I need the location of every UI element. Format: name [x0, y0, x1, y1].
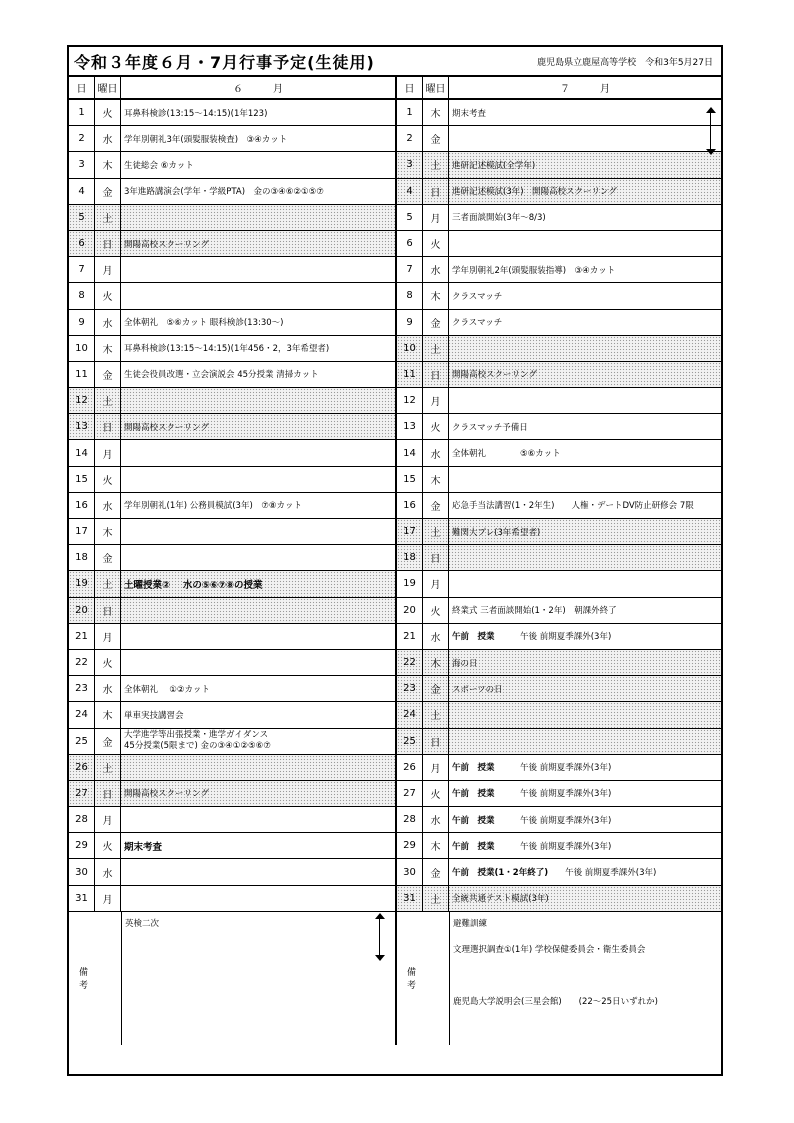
table-row [69, 205, 395, 231]
event-cell: 土曜授業② 水の⑤⑥⑦⑧の授業 [124, 579, 263, 591]
event-cell [121, 388, 395, 413]
day-cell: 19 [397, 571, 423, 596]
event-cell: 耳鼻科検診(13:15～14:15)(1年123) [124, 108, 268, 119]
event-cell: クラスマッチ [452, 318, 503, 329]
table-row [397, 414, 721, 440]
day-cell: 17 [69, 519, 95, 544]
weekday-cell: 火 [95, 650, 121, 675]
weekday-cell: 水 [95, 310, 121, 335]
table-row [69, 283, 395, 309]
table-row [69, 519, 395, 545]
event-cell [449, 336, 721, 361]
table-row [69, 650, 395, 676]
event-cell [449, 702, 721, 727]
event-cell: 大学進学等出張授業・進学ガイダンス 45分授業(5限まで) 金の③④①②⑤⑥⑦ [124, 730, 271, 752]
day-cell: 22 [69, 650, 95, 675]
table-row [69, 833, 395, 859]
table-row [69, 152, 395, 178]
event-cell: 全体朝礼 ⑤⑥カット [452, 449, 561, 460]
weekday-cell: 水 [95, 126, 121, 151]
event-cell [449, 755, 721, 780]
event-cell: 開陽高校スクーリング [452, 370, 537, 381]
event-cell [121, 283, 395, 308]
event-cell: 応急手当法講習(1・2年生) 人権・デートDV防止研修会 7限 [452, 501, 694, 512]
day-cell: 7 [69, 257, 95, 282]
table-row [397, 676, 721, 702]
table-row [69, 362, 395, 388]
event-cell: 全体朝礼 ⑤⑥カット 眼科検診(13:30～) [124, 318, 284, 329]
event-bold-part: 午前 授業 [452, 632, 495, 643]
table-row [69, 336, 395, 362]
weekday-cell: 木 [423, 283, 449, 308]
weekday-cell: 金 [95, 545, 121, 570]
event-cell: 期末考査 [452, 108, 487, 119]
weekday-cell: 水 [423, 257, 449, 282]
day-cell: 28 [397, 807, 423, 832]
event-cell: 学年別朝礼3年(頭髪服装検査) ③④カット [124, 134, 288, 145]
weekday-cell: 火 [95, 833, 121, 858]
event-cell: クラスマッチ予備日 [452, 422, 528, 433]
day-cell: 12 [69, 388, 95, 413]
table-row [397, 388, 721, 414]
table-row [397, 886, 721, 912]
weekday-cell: 土 [423, 519, 449, 544]
table-row [69, 702, 395, 728]
event-cell: 生徒総会 ⑥カット [124, 160, 194, 171]
event-cell [449, 781, 721, 806]
event-cell [449, 807, 721, 832]
event-cell [121, 257, 395, 282]
day-cell: 1 [397, 100, 423, 125]
table-row [69, 179, 395, 205]
day-cell: 28 [69, 807, 95, 832]
day-cell: 5 [69, 205, 95, 230]
event-cell: 終業式 三者面談開始(1・2年) 朝課外終了 [452, 606, 617, 617]
day-cell: 23 [69, 676, 95, 701]
day-cell: 20 [397, 598, 423, 623]
weekday-cell: 金 [423, 310, 449, 335]
day-cell: 10 [397, 336, 423, 361]
day-cell: 3 [69, 152, 95, 177]
weekday-cell: 月 [423, 205, 449, 230]
day-cell: 4 [397, 179, 423, 204]
event-cell [121, 650, 395, 675]
day-header: 日 [69, 77, 95, 98]
day-header: 日 [397, 77, 423, 98]
weekday-cell: 日 [423, 179, 449, 204]
weekday-cell: 日 [423, 729, 449, 754]
day-cell: 11 [69, 362, 95, 387]
table-row [397, 859, 721, 885]
weekday-cell: 木 [95, 702, 121, 727]
day-cell: 30 [397, 859, 423, 884]
event-cell: 学年別朝礼(1年) 公務員模試(3年) ⑦⑧カット [124, 501, 302, 512]
event-cell [121, 755, 395, 780]
note-line: 文理選択調査①(1年) 学校保健委員会・衛生委員会 [453, 944, 646, 955]
day-cell: 3 [397, 152, 423, 177]
event-cell: 進研記述模試(3年) 開陽高校スクーリング [452, 187, 617, 198]
table-row [69, 571, 395, 597]
weekday-cell: 土 [423, 886, 449, 911]
table-row [397, 231, 721, 257]
schedule-sheet [67, 45, 723, 1076]
july-table [397, 77, 721, 1045]
weekday-cell: 金 [423, 493, 449, 518]
weekday-cell: 金 [423, 676, 449, 701]
june-table [69, 77, 397, 1045]
day-cell: 12 [397, 388, 423, 413]
exam-period-arrow-icon [375, 913, 385, 961]
notes-label: 備考 [397, 912, 450, 1045]
weekday-cell: 木 [423, 650, 449, 675]
month-header: ７ 月 [560, 84, 610, 95]
weekday-cell: 月 [95, 624, 121, 649]
event-cell [449, 126, 721, 151]
weekday-cell: 火 [423, 598, 449, 623]
weekday-cell: 土 [95, 205, 121, 230]
notes-text [122, 912, 395, 1045]
event-cell: 進研記述模試(全学年) [452, 160, 536, 171]
event-cell: 単車実技講習会 [124, 710, 184, 721]
day-cell: 13 [397, 414, 423, 439]
table-row [397, 152, 721, 178]
weekday-cell: 火 [95, 467, 121, 492]
page-title: 令和３年度６月・7月行事予定(生徒用) [74, 53, 375, 72]
table-row [69, 859, 395, 885]
weekday-cell: 水 [95, 676, 121, 701]
day-cell: 8 [69, 283, 95, 308]
day-cell: 14 [69, 440, 95, 465]
event-cell: 期末考査 [124, 841, 163, 853]
table-row [69, 388, 395, 414]
event-cell: 学年別朝礼2年(頭髪服装指導) ③④カット [452, 265, 616, 276]
event-cell [449, 467, 721, 492]
day-cell: 29 [69, 833, 95, 858]
day-cell: 7 [397, 257, 423, 282]
weekday-cell: 木 [95, 519, 121, 544]
event-cell [449, 859, 721, 884]
day-cell: 15 [69, 467, 95, 492]
event-cell [121, 467, 395, 492]
table-row [69, 676, 395, 702]
event-cell: クラスマッチ [452, 291, 503, 302]
table-row [69, 886, 395, 912]
day-cell: 2 [69, 126, 95, 151]
event-bold-part: 午前 授業(1・2年終了) [452, 868, 549, 879]
day-cell: 17 [397, 519, 423, 544]
table-row [397, 755, 721, 781]
weekday-cell: 月 [423, 388, 449, 413]
weekday-cell: 水 [95, 493, 121, 518]
table-row [397, 833, 721, 859]
exam-period-arrow-icon [706, 107, 716, 155]
event-cell: 全統共通テスト模試(3年) [452, 894, 549, 905]
event-cell: 3年進路講演会(学年・学級PTA) 金の③④⑥②①⑤⑦ [124, 187, 324, 198]
day-cell: 4 [69, 179, 95, 204]
weekday-cell: 金 [95, 362, 121, 387]
table-row [397, 650, 721, 676]
day-cell: 6 [397, 231, 423, 256]
event-cell [121, 624, 395, 649]
day-cell: 19 [69, 571, 95, 596]
weekday-cell: 木 [95, 336, 121, 361]
table-row [69, 100, 395, 126]
table-row [397, 598, 721, 624]
event-cell [449, 231, 721, 256]
day-cell: 25 [397, 729, 423, 754]
day-cell: 2 [397, 126, 423, 151]
table-row [397, 467, 721, 493]
event-rest-part: 午後 前期夏季課外(3年) [494, 789, 612, 800]
day-cell: 15 [397, 467, 423, 492]
day-cell: 18 [69, 545, 95, 570]
day-cell: 16 [69, 493, 95, 518]
day-cell: 9 [69, 310, 95, 335]
table-row [397, 519, 721, 545]
event-cell: 三者面談開始(3年～8/3) [452, 213, 546, 224]
event-rest-part: 午後 前期夏季課外(3年) [494, 763, 612, 774]
weekday-cell: 水 [423, 624, 449, 649]
day-cell: 26 [397, 755, 423, 780]
day-cell: 11 [397, 362, 423, 387]
weekday-cell: 金 [95, 179, 121, 204]
weekday-cell: 水 [95, 859, 121, 884]
weekday-cell: 土 [423, 336, 449, 361]
table-row [69, 257, 395, 283]
weekday-cell: 月 [423, 755, 449, 780]
weekday-cell: 土 [423, 702, 449, 727]
table-row [397, 336, 721, 362]
table-row [69, 781, 395, 807]
event-cell [121, 519, 395, 544]
table-row [397, 545, 721, 571]
weekday-cell: 木 [423, 833, 449, 858]
event-cell: 開陽高校スクーリング [124, 789, 209, 800]
weekday-cell: 火 [423, 231, 449, 256]
school-and-date: 鹿児島県立鹿屋高等学校 令和3年5月27日 [537, 58, 713, 68]
event-cell [121, 807, 395, 832]
table-row [397, 310, 721, 336]
day-cell: 14 [397, 440, 423, 465]
event-cell: 開陽高校スクーリング [124, 422, 209, 433]
day-cell: 13 [69, 414, 95, 439]
event-cell: 開陽高校スクーリング [124, 239, 209, 250]
table-row [69, 624, 395, 650]
event-cell [121, 859, 395, 884]
event-bold-part: 午前 授業 [452, 841, 495, 852]
weekday-header: 曜日 [423, 77, 449, 98]
day-cell: 8 [397, 283, 423, 308]
july-header-row [397, 77, 721, 100]
weekday-cell: 日 [95, 781, 121, 806]
table-row [397, 283, 721, 309]
event-cell [449, 545, 721, 570]
weekday-cell: 火 [423, 781, 449, 806]
event-cell [121, 440, 395, 465]
table-row [69, 414, 395, 440]
event-cell: 生徒会役員改選・立会演説会 45分授業 清掃カット [124, 370, 319, 381]
day-cell: 6 [69, 231, 95, 256]
weekday-cell: 水 [423, 807, 449, 832]
table-row [69, 126, 395, 152]
table-row [397, 126, 721, 152]
weekday-cell: 月 [95, 440, 121, 465]
day-cell: 24 [397, 702, 423, 727]
day-cell: 1 [69, 100, 95, 125]
table-row [397, 729, 721, 755]
table-row [69, 598, 395, 624]
day-cell: 21 [69, 624, 95, 649]
day-cell: 22 [397, 650, 423, 675]
day-cell: 24 [69, 702, 95, 727]
table-row [397, 257, 721, 283]
table-row [397, 624, 721, 650]
event-cell: スポーツの日 [452, 684, 503, 695]
weekday-cell: 火 [95, 100, 121, 125]
event-rest-part: 午後 前期夏季課外(3年) [548, 868, 657, 879]
table-row [69, 807, 395, 833]
day-cell: 9 [397, 310, 423, 335]
day-cell: 20 [69, 598, 95, 623]
table-row [69, 545, 395, 571]
table-row [397, 362, 721, 388]
event-rest-part: 午後 前期夏季課外(3年) [494, 632, 612, 643]
note-line: 英検二次 [125, 918, 160, 929]
weekday-cell: 月 [95, 807, 121, 832]
weekday-cell: 木 [423, 467, 449, 492]
table-row [397, 179, 721, 205]
weekday-cell: 木 [423, 100, 449, 125]
event-cell [121, 545, 395, 570]
day-cell: 5 [397, 205, 423, 230]
event-cell: 耳鼻科検診(13:15～14:15)(1年456・2，3年希望者) [124, 344, 330, 355]
weekday-cell: 日 [95, 414, 121, 439]
note-line [453, 969, 718, 995]
event-bold-part: 午前 授業 [452, 789, 495, 800]
day-cell: 16 [397, 493, 423, 518]
event-cell [121, 886, 395, 911]
event-bold-part: 午前 授業 [452, 815, 495, 826]
table-row [69, 493, 395, 519]
weekday-header: 曜日 [95, 77, 121, 98]
title-bar [69, 47, 721, 77]
weekday-cell: 日 [95, 598, 121, 623]
weekday-cell: 日 [423, 362, 449, 387]
table-row [397, 205, 721, 231]
day-cell: 23 [397, 676, 423, 701]
weekday-cell: 月 [95, 886, 121, 911]
event-cell [449, 624, 721, 649]
event-cell: 難関大プレ(3年希望者) [452, 527, 541, 538]
day-cell: 18 [397, 545, 423, 570]
day-cell: 10 [69, 336, 95, 361]
weekday-cell: 金 [95, 729, 121, 754]
day-cell: 31 [69, 886, 95, 911]
weekday-cell: 土 [95, 755, 121, 780]
table-row [69, 729, 395, 755]
table-row [69, 310, 395, 336]
weekday-cell: 火 [95, 283, 121, 308]
table-row [69, 467, 395, 493]
event-cell [121, 205, 395, 230]
day-cell: 26 [69, 755, 95, 780]
day-cell: 25 [69, 729, 95, 754]
weekday-cell: 水 [423, 440, 449, 465]
weekday-cell: 土 [423, 152, 449, 177]
table-row [69, 231, 395, 257]
weekday-cell: 金 [423, 859, 449, 884]
day-cell: 31 [397, 886, 423, 911]
event-cell: 海の日 [452, 658, 478, 669]
event-cell [449, 571, 721, 596]
notes-label: 備考 [69, 912, 122, 1045]
event-cell [121, 598, 395, 623]
weekday-cell: 金 [423, 126, 449, 151]
table-row [397, 807, 721, 833]
event-cell [449, 388, 721, 413]
day-cell: 21 [397, 624, 423, 649]
note-line: 鹿児島大学説明会(三星会館) (22～25日いずれか) [453, 996, 658, 1007]
weekday-cell: 月 [95, 257, 121, 282]
month-header: ６ 月 [233, 84, 283, 95]
weekday-cell: 日 [423, 545, 449, 570]
weekday-cell: 火 [423, 414, 449, 439]
weekday-cell: 土 [95, 571, 121, 596]
notes-text [450, 912, 721, 1045]
event-rest-part: 午後 前期夏季課外(3年) [494, 815, 612, 826]
day-cell: 30 [69, 859, 95, 884]
table-row [397, 440, 721, 466]
table-row [69, 755, 395, 781]
day-cell: 27 [69, 781, 95, 806]
event-rest-part: 午後 前期夏季課外(3年) [494, 841, 612, 852]
june-header-row [69, 77, 395, 100]
july-notes [397, 912, 721, 1045]
event-cell: 全体朝礼 ①②カット [124, 684, 210, 695]
weekday-cell: 木 [95, 152, 121, 177]
weekday-cell: 月 [423, 571, 449, 596]
event-cell [449, 833, 721, 858]
table-row [397, 702, 721, 728]
day-cell: 27 [397, 781, 423, 806]
event-bold-part: 午前 授業 [452, 763, 495, 774]
table-row [397, 493, 721, 519]
weekday-cell: 日 [95, 231, 121, 256]
june-notes [69, 912, 395, 1045]
note-line: 避難訓練 [453, 918, 488, 929]
weekday-cell: 土 [95, 388, 121, 413]
table-row [397, 100, 721, 126]
table-row [69, 440, 395, 466]
event-cell [449, 729, 721, 754]
table-row [397, 781, 721, 807]
table-row [397, 571, 721, 597]
day-cell: 29 [397, 833, 423, 858]
